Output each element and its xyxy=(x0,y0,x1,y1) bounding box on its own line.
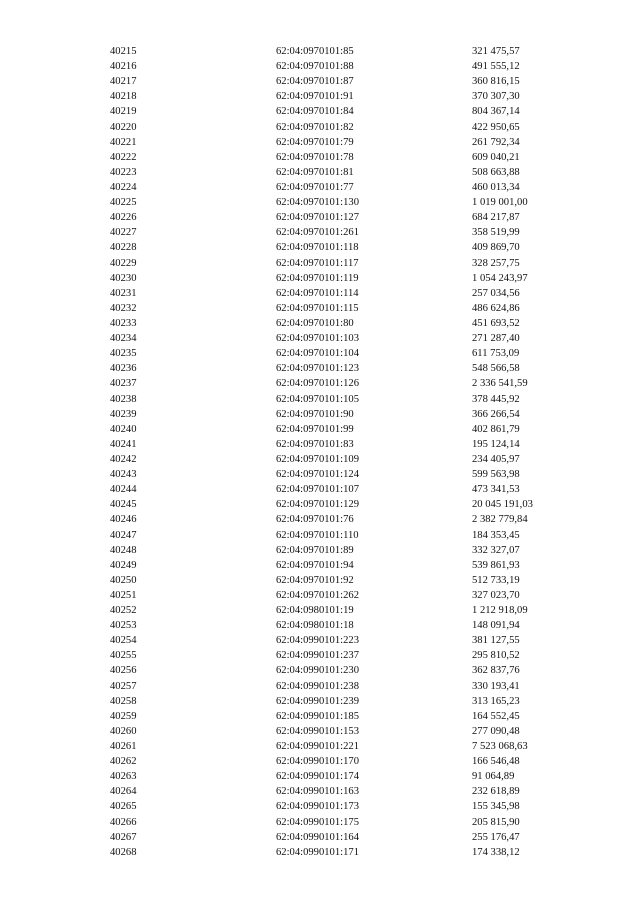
table-row xyxy=(110,165,580,180)
cadastral-number-cell: 62:04:0990101:230 xyxy=(276,665,359,677)
cadastral-value-cell: 599 563,98 xyxy=(472,469,520,481)
cadastral-value-cell: 313 165,23 xyxy=(472,695,520,707)
cadastral-number-cell: 62:04:0970101:118 xyxy=(276,242,359,254)
row-number-cell: 40235 xyxy=(110,348,137,360)
row-number-cell: 40225 xyxy=(110,197,137,209)
row-number-cell: 40264 xyxy=(110,786,137,798)
table-row xyxy=(110,558,580,573)
row-number-cell: 40266 xyxy=(110,816,137,828)
cadastral-number-cell: 62:04:0970101:262 xyxy=(276,589,359,601)
row-number-cell: 40233 xyxy=(110,317,137,329)
row-number-cell: 40257 xyxy=(110,680,137,692)
table-row xyxy=(110,528,580,543)
table-row xyxy=(110,512,580,527)
row-number-cell: 40240 xyxy=(110,423,137,435)
table-row xyxy=(110,452,580,467)
row-number-cell: 40222 xyxy=(110,151,137,163)
cadastral-number-cell: 62:04:0970101:91 xyxy=(276,91,354,103)
table-row xyxy=(110,376,580,391)
table-row xyxy=(110,573,580,588)
row-number-cell: 40224 xyxy=(110,181,137,193)
row-number-cell: 40229 xyxy=(110,257,137,269)
cadastral-value-cell: 295 810,52 xyxy=(472,650,520,662)
table-row xyxy=(110,663,580,678)
table-row xyxy=(110,724,580,739)
cadastral-value-cell: 332 327,07 xyxy=(472,544,520,556)
cadastral-number-cell: 62:04:0970101:80 xyxy=(276,317,354,329)
table-row xyxy=(110,225,580,240)
cadastral-number-cell: 62:04:0970101:105 xyxy=(276,393,359,405)
table-row xyxy=(110,709,580,724)
table-row xyxy=(110,815,580,830)
row-number-cell: 40231 xyxy=(110,287,137,299)
cadastral-number-cell: 62:04:0970101:126 xyxy=(276,378,359,390)
cadastral-number-cell: 62:04:0970101:89 xyxy=(276,544,354,556)
table-row xyxy=(110,256,580,271)
row-number-cell: 40256 xyxy=(110,665,137,677)
table-row xyxy=(110,150,580,165)
cadastral-value-cell: 508 663,88 xyxy=(472,166,520,178)
cadastral-number-cell: 62:04:0970101:127 xyxy=(276,212,359,224)
table-row xyxy=(110,679,580,694)
cadastral-number-cell: 62:04:0970101:87 xyxy=(276,76,354,88)
row-number-cell: 40255 xyxy=(110,650,137,662)
row-number-cell: 40251 xyxy=(110,589,137,601)
table-row xyxy=(110,588,580,603)
cadastral-value-cell: 327 023,70 xyxy=(472,589,520,601)
cadastral-number-cell: 62:04:0970101:83 xyxy=(276,438,354,450)
row-number-cell: 40243 xyxy=(110,469,137,481)
table-row xyxy=(110,543,580,558)
cadastral-value-cell: 358 519,99 xyxy=(472,227,520,239)
cadastral-number-cell: 62:04:0970101:78 xyxy=(276,151,354,163)
cadastral-number-cell: 62:04:0970101:88 xyxy=(276,61,354,73)
cadastral-number-cell: 62:04:0970101:84 xyxy=(276,106,354,118)
table-row xyxy=(110,754,580,769)
cadastral-value-cell: 451 693,52 xyxy=(472,317,520,329)
cadastral-number-cell: 62:04:0970101:129 xyxy=(276,499,359,511)
table-row xyxy=(110,633,580,648)
cadastral-number-cell: 62:04:0970101:81 xyxy=(276,166,354,178)
cadastral-number-cell: 62:04:0970101:261 xyxy=(276,227,359,239)
table-row xyxy=(110,603,580,618)
cadastral-number-cell: 62:04:0970101:76 xyxy=(276,514,354,526)
cadastral-number-cell: 62:04:0970101:79 xyxy=(276,136,354,148)
table-row xyxy=(110,739,580,754)
table-row xyxy=(110,120,580,135)
table-row xyxy=(110,361,580,376)
row-number-cell: 40249 xyxy=(110,559,137,571)
row-number-cell: 40265 xyxy=(110,801,137,813)
row-number-cell: 40244 xyxy=(110,484,137,496)
table-row xyxy=(110,59,580,74)
table-row xyxy=(110,467,580,482)
table-row xyxy=(110,694,580,709)
cadastral-number-cell: 62:04:0990101:171 xyxy=(276,846,359,858)
cadastral-value-cell: 261 792,34 xyxy=(472,136,520,148)
cadastral-value-cell: 539 861,93 xyxy=(472,559,520,571)
cadastral-value-cell: 174 338,12 xyxy=(472,846,520,858)
cadastral-value-cell: 234 405,97 xyxy=(472,453,520,465)
cadastral-number-cell: 62:04:0990101:153 xyxy=(276,725,359,737)
cadastral-number-cell: 62:04:0970101:107 xyxy=(276,484,359,496)
cadastral-number-cell: 62:04:0990101:175 xyxy=(276,816,359,828)
table-row xyxy=(110,44,580,59)
table-row xyxy=(110,422,580,437)
cadastral-value-cell: 362 837,76 xyxy=(472,665,520,677)
cadastral-value-cell: 381 127,55 xyxy=(472,635,520,647)
cadastral-value-cell: 366 266,54 xyxy=(472,408,520,420)
cadastral-value-cell: 409 869,70 xyxy=(472,242,520,254)
table-row xyxy=(110,316,580,331)
row-number-cell: 40227 xyxy=(110,227,137,239)
table-row xyxy=(110,784,580,799)
cadastral-number-cell: 62:04:0970101:114 xyxy=(276,287,359,299)
cadastral-value-cell: 20 045 191,03 xyxy=(472,499,533,511)
row-number-cell: 40250 xyxy=(110,574,137,586)
cadastral-value-cell: 277 090,48 xyxy=(472,725,520,737)
table-row xyxy=(110,89,580,104)
row-number-cell: 40253 xyxy=(110,620,137,632)
row-number-cell: 40268 xyxy=(110,846,137,858)
row-number-cell: 40242 xyxy=(110,453,137,465)
cadastral-number-cell: 62:04:0990101:173 xyxy=(276,801,359,813)
cadastral-value-cell: 257 034,56 xyxy=(472,287,520,299)
row-number-cell: 40260 xyxy=(110,725,137,737)
cadastral-number-cell: 62:04:0970101:115 xyxy=(276,302,359,314)
table-row xyxy=(110,799,580,814)
row-number-cell: 40267 xyxy=(110,831,137,843)
cadastral-number-cell: 62:04:0980101:18 xyxy=(276,620,354,632)
cadastral-number-cell: 62:04:0970101:103 xyxy=(276,333,359,345)
cadastral-number-cell: 62:04:0970101:119 xyxy=(276,272,359,284)
row-number-cell: 40241 xyxy=(110,438,137,450)
row-number-cell: 40263 xyxy=(110,771,137,783)
cadastral-number-cell: 62:04:0990101:221 xyxy=(276,741,359,753)
cadastral-value-cell: 684 217,87 xyxy=(472,212,520,224)
cadastral-value-cell: 512 733,19 xyxy=(472,574,520,586)
cadastral-number-cell: 62:04:0990101:170 xyxy=(276,756,359,768)
cadastral-value-cell: 360 816,15 xyxy=(472,76,520,88)
table-row xyxy=(110,482,580,497)
row-number-cell: 40215 xyxy=(110,46,137,57)
table-row xyxy=(110,648,580,663)
cadastral-number-cell: 62:04:0990101:239 xyxy=(276,695,359,707)
row-number-cell: 40226 xyxy=(110,212,137,224)
cadastral-value-cell: 1 054 243,97 xyxy=(472,272,528,284)
table-row xyxy=(110,618,580,633)
cadastral-number-cell: 62:04:0970101:130 xyxy=(276,197,359,209)
cadastral-value-cell: 148 091,94 xyxy=(472,620,520,632)
row-number-cell: 40219 xyxy=(110,106,137,118)
row-number-cell: 40216 xyxy=(110,61,137,73)
cadastral-value-cell: 473 341,53 xyxy=(472,484,520,496)
cadastral-value-cell: 205 815,90 xyxy=(472,816,520,828)
table-row xyxy=(110,331,580,346)
table-row xyxy=(110,407,580,422)
cadastral-number-cell: 62:04:0970101:92 xyxy=(276,574,354,586)
cadastral-number-cell: 62:04:0990101:237 xyxy=(276,650,359,662)
cadastral-value-cell: 166 546,48 xyxy=(472,756,520,768)
table-row xyxy=(110,437,580,452)
cadastral-value-cell: 164 552,45 xyxy=(472,710,520,722)
table-row xyxy=(110,74,580,89)
row-number-cell: 40254 xyxy=(110,635,137,647)
cadastral-number-cell: 62:04:0970101:109 xyxy=(276,453,359,465)
row-number-cell: 40239 xyxy=(110,408,137,420)
cadastral-value-cell: 1 212 918,09 xyxy=(472,605,528,617)
cadastral-value-cell: 232 618,89 xyxy=(472,786,520,798)
row-number-cell: 40228 xyxy=(110,242,137,254)
table-row xyxy=(110,830,580,845)
cadastral-number-cell: 62:04:0970101:82 xyxy=(276,121,354,133)
cadastral-value-cell: 370 307,30 xyxy=(472,91,520,103)
table-row xyxy=(110,769,580,784)
cadastral-value-cell: 378 445,92 xyxy=(472,393,520,405)
cadastral-value-cell: 255 176,47 xyxy=(472,831,520,843)
cadastral-number-cell: 62:04:0990101:163 xyxy=(276,786,359,798)
table-row xyxy=(110,286,580,301)
cadastral-value-cell: 195 124,14 xyxy=(472,438,520,450)
table-row xyxy=(110,497,580,512)
cadastral-number-cell: 62:04:0990101:185 xyxy=(276,710,359,722)
row-number-cell: 40252 xyxy=(110,605,137,617)
table-row xyxy=(110,135,580,150)
cadastral-value-cell: 2 336 541,59 xyxy=(472,378,528,390)
row-number-cell: 40223 xyxy=(110,166,137,178)
table-row xyxy=(110,240,580,255)
row-number-cell: 40218 xyxy=(110,91,137,103)
table-row xyxy=(110,180,580,195)
row-number-cell: 40236 xyxy=(110,363,137,375)
row-number-cell: 40247 xyxy=(110,529,137,541)
cadastral-number-cell: 62:04:0990101:238 xyxy=(276,680,359,692)
cadastral-number-cell: 62:04:0970101:123 xyxy=(276,363,359,375)
row-number-cell: 40238 xyxy=(110,393,137,405)
cadastral-number-cell: 62:04:0970101:90 xyxy=(276,408,354,420)
cadastral-value-cell: 486 624,86 xyxy=(472,302,520,314)
cadastral-number-cell: 62:04:0970101:104 xyxy=(276,348,359,360)
row-number-cell: 40261 xyxy=(110,741,137,753)
cadastral-value-table xyxy=(110,44,580,860)
row-number-cell: 40234 xyxy=(110,333,137,345)
cadastral-value-cell: 609 040,21 xyxy=(472,151,520,163)
cadastral-value-cell: 184 353,45 xyxy=(472,529,520,541)
cadastral-number-cell: 62:04:0970101:85 xyxy=(276,46,354,57)
row-number-cell: 40245 xyxy=(110,499,137,511)
cadastral-value-cell: 2 382 779,84 xyxy=(472,514,528,526)
table-row xyxy=(110,845,580,860)
cadastral-number-cell: 62:04:0970101:124 xyxy=(276,469,359,481)
table-row xyxy=(110,104,580,119)
row-number-cell: 40258 xyxy=(110,695,137,707)
table-row xyxy=(110,210,580,225)
cadastral-value-cell: 91 064,89 xyxy=(472,771,515,783)
row-number-cell: 40246 xyxy=(110,514,137,526)
cadastral-value-cell: 548 566,58 xyxy=(472,363,520,375)
cadastral-value-cell: 460 013,34 xyxy=(472,181,520,193)
row-number-cell: 40220 xyxy=(110,121,137,133)
cadastral-value-cell: 330 193,41 xyxy=(472,680,520,692)
cadastral-number-cell: 62:04:0980101:19 xyxy=(276,605,354,617)
row-number-cell: 40221 xyxy=(110,136,137,148)
cadastral-value-cell: 611 753,09 xyxy=(472,348,520,360)
table-row xyxy=(110,271,580,286)
row-number-cell: 40237 xyxy=(110,378,137,390)
cadastral-value-cell: 155 345,98 xyxy=(472,801,520,813)
cadastral-number-cell: 62:04:0990101:223 xyxy=(276,635,359,647)
cadastral-value-cell: 804 367,14 xyxy=(472,106,520,118)
cadastral-value-cell: 271 287,40 xyxy=(472,333,520,345)
cadastral-number-cell: 62:04:0970101:117 xyxy=(276,257,359,269)
cadastral-value-cell: 328 257,75 xyxy=(472,257,520,269)
cadastral-value-cell: 402 861,79 xyxy=(472,423,520,435)
cadastral-number-cell: 62:04:0970101:110 xyxy=(276,529,359,541)
row-number-cell: 40248 xyxy=(110,544,137,556)
cadastral-value-cell: 422 950,65 xyxy=(472,121,520,133)
row-number-cell: 40262 xyxy=(110,756,137,768)
table-row xyxy=(110,346,580,361)
table-row xyxy=(110,392,580,407)
row-number-cell: 40217 xyxy=(110,76,137,88)
cadastral-value-cell: 1 019 001,00 xyxy=(472,197,528,209)
cadastral-number-cell: 62:04:0990101:174 xyxy=(276,771,359,783)
cadastral-number-cell: 62:04:0970101:94 xyxy=(276,559,354,571)
row-number-cell: 40259 xyxy=(110,710,137,722)
table-row xyxy=(110,301,580,316)
row-number-cell: 40232 xyxy=(110,302,137,314)
cadastral-value-cell: 7 523 068,63 xyxy=(472,741,528,753)
row-number-cell: 40230 xyxy=(110,272,137,284)
cadastral-number-cell: 62:04:0970101:77 xyxy=(276,181,354,193)
cadastral-number-cell: 62:04:0970101:99 xyxy=(276,423,354,435)
cadastral-number-cell: 62:04:0990101:164 xyxy=(276,831,359,843)
cadastral-value-cell: 491 555,12 xyxy=(472,61,520,73)
table-row xyxy=(110,195,580,210)
cadastral-value-cell: 321 475,57 xyxy=(472,46,520,57)
